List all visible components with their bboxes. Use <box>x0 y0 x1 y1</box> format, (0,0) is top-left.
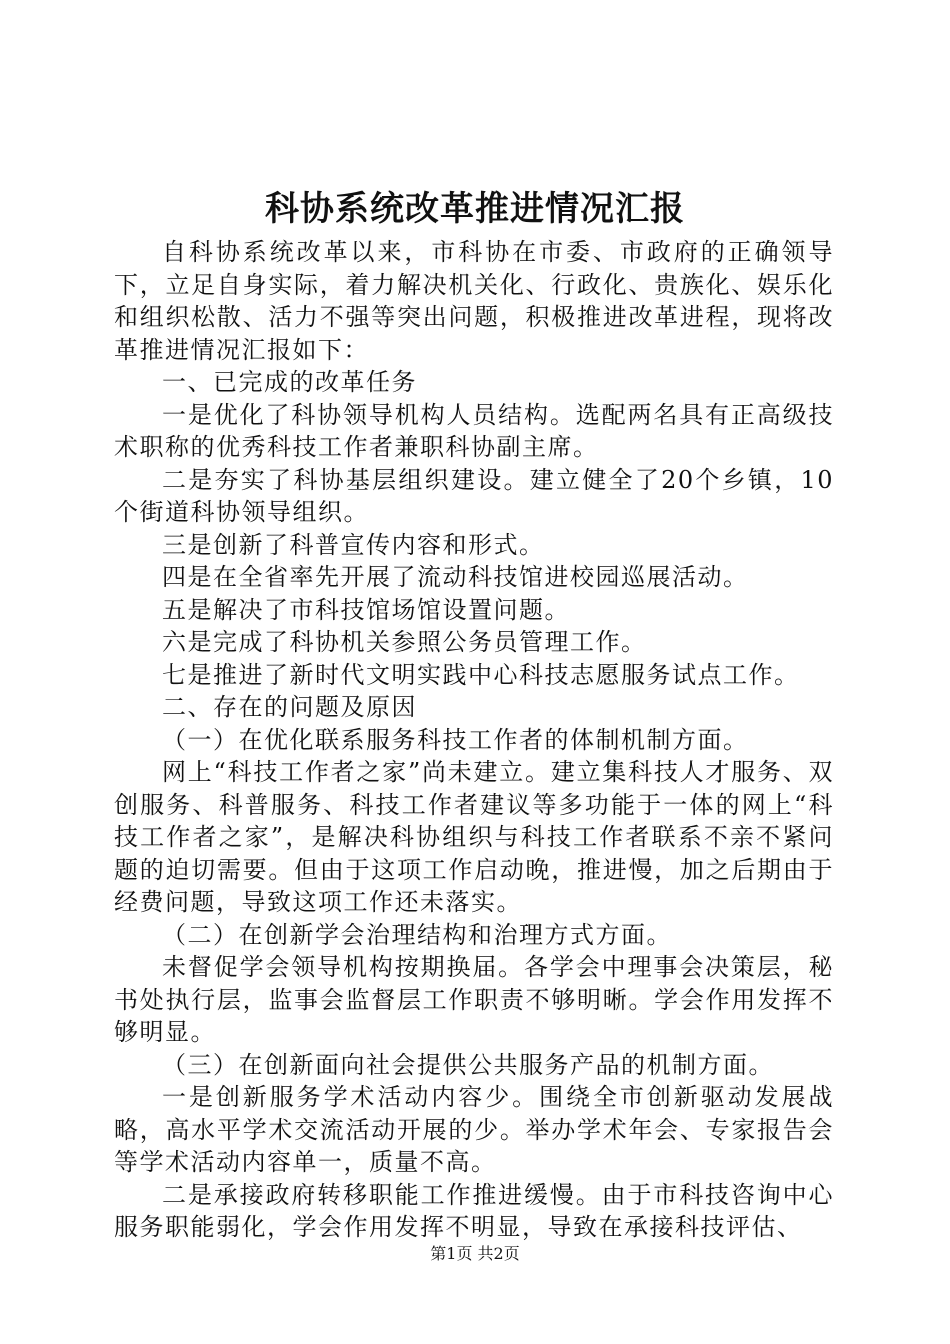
document-title: 科协系统改革推进情况汇报 <box>265 189 685 229</box>
subheading-1: （一）在优化联系服务科技工作者的体制机制方面。 <box>162 725 749 754</box>
subheading-3: （三）在创新面向社会提供公共服务产品的机制方面。 <box>162 1050 774 1079</box>
paragraph-intro: 自科协系统改革以来，市科协在市委、市政府的正确领导下，立足自身实际，着力解决机关化、行政化、贵族化、娱乐化和组织松散、活力不强等突出问题，积极推进改革进程，现将改革推进情况汇报如下： <box>114 238 834 364</box>
paragraph-problem-1: 网上“科技工作者之家”尚未建立。建立集科技人才服务、双创服务、科普服务、科技工作者建议等多功能于一体的网上“科技工作者之家”，是解决科协组织与科技工作者联系不亲不紧问题的迫切需要。但由于这项工作启动晚，推进慢，加之后期由于经费问题，导致这项工作还未落实。 <box>114 758 834 916</box>
section-heading-completed: 一、已完成的改革任务 <box>162 368 417 396</box>
paragraph-problem-3b: 二是承接政府转移职能工作推进缓慢。由于市科技咨询中心服务职能弱化，学会作用发挥不明显，导致在承接科技评估、 <box>114 1180 834 1241</box>
paragraph-item-5: 五是解决了市科技馆场馆设置问题。 <box>162 595 570 624</box>
paragraph-item-3: 三是创新了科普宣传内容和形式。 <box>162 530 545 559</box>
paragraph-item-1: 一是优化了科协领导机构人员结构。选配两名具有正高级技术职称的优秀科技工作者兼职科协副主席。 <box>114 400 834 461</box>
paragraph-item-2: 二是夯实了科协基层组织建设。建立健全了20个乡镇，10个街道科协领导组织。 <box>114 465 834 526</box>
document-body <box>114 236 834 1244</box>
paragraph-problem-3a: 一是创新服务学术活动内容少。围绕全市创新驱动发展战略，高水平学术交流活动开展的少。举办学术年会、专家报告会等学术活动内容单一，质量不高。 <box>114 1083 834 1176</box>
paragraph-problem-2: 未督促学会领导机构按期换届。各学会中理事会决策层，秘书处执行层，监事会监督层工作职责不够明晰。学会作用发挥不够明显。 <box>114 953 834 1046</box>
paragraph-item-6: 六是完成了科协机关参照公务员管理工作。 <box>162 628 647 656</box>
paragraph-item-7: 七是推进了新时代文明实践中心科技志愿服务试点工作。 <box>162 660 800 689</box>
section-heading-problems: 二、存在的问题及原因 <box>162 693 417 721</box>
page-footer: 第1页 共2页 <box>430 1244 520 1263</box>
paragraph-item-4: 四是在全省率先开展了流动科技馆进校园巡展活动。 <box>162 563 749 591</box>
subheading-2: （二）在创新学会治理结构和治理方式方面。 <box>162 920 672 949</box>
